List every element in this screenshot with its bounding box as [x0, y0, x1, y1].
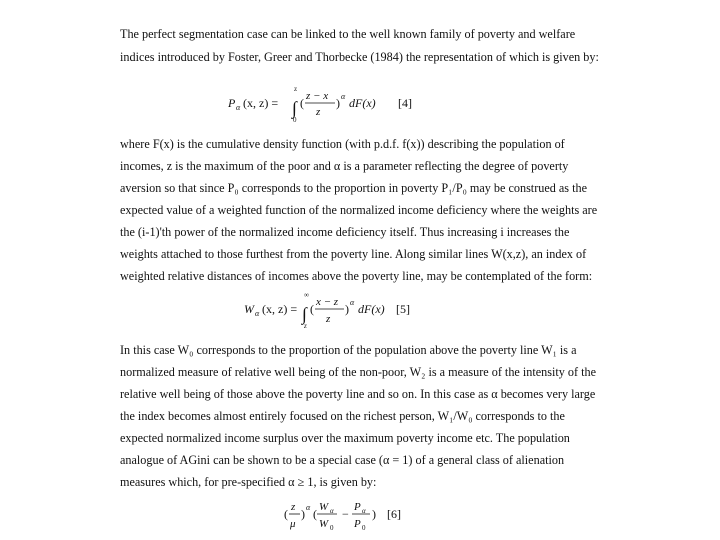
svg-text:(: ( — [310, 302, 314, 316]
eq5-fraction-denominator: z — [326, 313, 331, 325]
equation-5 — [244, 291, 444, 329]
paragraph-3-line: normalized measure of relative well being of the non-poor, W₂ is a measure of the intensity of the — [120, 365, 596, 379]
svg-text:): ) — [336, 96, 340, 110]
eq6-fraction2-numerator-sub: α — [330, 507, 334, 515]
paragraph-2-line: where F(x) is the cumulative density function (with p.d.f. f(x)) describing the population of — [120, 137, 565, 151]
eq4-integral-lower: 0 — [293, 116, 297, 124]
eq5-fraction-numerator: x − z — [316, 296, 339, 308]
eq5-integral-sign: ∫ — [302, 304, 307, 324]
eq5-power: α — [350, 298, 355, 307]
eq5-lhs-args: (x, z) = — [262, 302, 298, 316]
eq4-integral-sign: ∫ — [292, 98, 297, 118]
eq4-integral-upper: z — [294, 85, 298, 93]
paragraph-3-line: measures which, for pre-specified α ≥ 1, is given by: — [120, 475, 377, 489]
equation-6 — [284, 496, 424, 536]
eq4-lhs-args: (x, z) = — [243, 96, 279, 110]
paragraph-3-line: expected normalized income surplus over the maximum poverty income etc. The population — [120, 431, 570, 445]
eq6-fraction2-denominator-sub: 0 — [330, 524, 334, 532]
eq4-lhs: P — [228, 96, 236, 110]
eq4-fraction-numerator: z − x — [306, 90, 329, 102]
svg-text:(: ( — [300, 96, 304, 110]
eq4-number: [4] — [398, 96, 412, 110]
paragraph-2-line: aversion so that since P₀ corresponds to the proportion in poverty P₁/P₀ may be construed as the — [120, 181, 587, 195]
eq6-fraction3-denominator-sub: 0 — [362, 524, 366, 532]
eq5-tail: dF(x) — [358, 302, 385, 316]
eq5-number: [5] — [396, 302, 410, 316]
eq6-fraction1-numerator: z — [291, 501, 296, 513]
paragraph-1-line: indices introduced by Foster, Greer and Thorbecke (1984) the representation of which is given by: — [120, 50, 599, 64]
paragraph-3-line: the index becomes almost entirely focused on the richest person, W₁/W₀ corresponds to the — [120, 409, 565, 423]
svg-text:): ) — [301, 507, 305, 521]
eq4-power: α — [341, 92, 346, 101]
eq6-fraction3-numerator: P — [354, 501, 361, 513]
eq5-lhs: W — [244, 302, 254, 316]
eq6-fraction2-denominator: W — [319, 518, 329, 530]
eq6-minus: − — [342, 507, 349, 521]
eq6-fraction1-denominator: μ — [290, 518, 296, 530]
paragraph-3-line: In this case W₀ corresponds to the proportion of the population above the poverty line W₁ is a — [120, 343, 577, 357]
eq5-integral-upper: ∞ — [304, 291, 309, 299]
eq4-tail: dF(x) — [349, 96, 376, 110]
svg-text:(: ( — [284, 507, 288, 521]
svg-text:): ) — [345, 302, 349, 316]
paragraph-3-line: relative well being of those above the poverty line and so on. In this case as α becomes very large — [120, 387, 596, 401]
paragraph-2-line: the (i-1)'th power of the normalized income deficiency itself. Thus increasing i increases the — [120, 225, 570, 239]
eq5-lhs-subscript: α — [255, 309, 260, 318]
paragraph-2-line: incomes, z is the maximum of the poor and α is a parameter reflecting the degree of poverty — [120, 159, 569, 173]
eq5-integral-lower: z — [304, 322, 307, 330]
paragraph-2-line: weights attached to those furthest from the poverty line. Along similar lines W(x,z), an index of — [120, 247, 587, 261]
eq6-fraction2-numerator: W — [319, 501, 329, 513]
eq6-number: [6] — [387, 507, 401, 521]
svg-text:): ) — [372, 507, 376, 521]
paragraph-1-line: The perfect segmentation case can be linked to the well known family of poverty and welfare — [120, 27, 576, 41]
equation-4 — [228, 86, 428, 122]
eq6-power: α — [306, 503, 311, 512]
paragraph-3-line: analogue of AGini can be shown to be a special case (α = 1) of a general class of alienation — [120, 453, 565, 467]
eq6-fraction3-numerator-sub: α — [362, 507, 366, 515]
eq4-lhs-subscript: α — [236, 103, 241, 112]
eq6-fraction3-denominator: P — [354, 518, 361, 530]
paragraph-2-line: weighted relative distances of incomes above the poverty line, may be contemplated of the form: — [120, 269, 593, 283]
eq4-fraction-denominator: z — [316, 106, 321, 118]
paragraph-2-line: expected value of a weighted function of the normalized income deficiency where the weights are — [120, 203, 598, 217]
svg-text:(: ( — [313, 507, 317, 521]
